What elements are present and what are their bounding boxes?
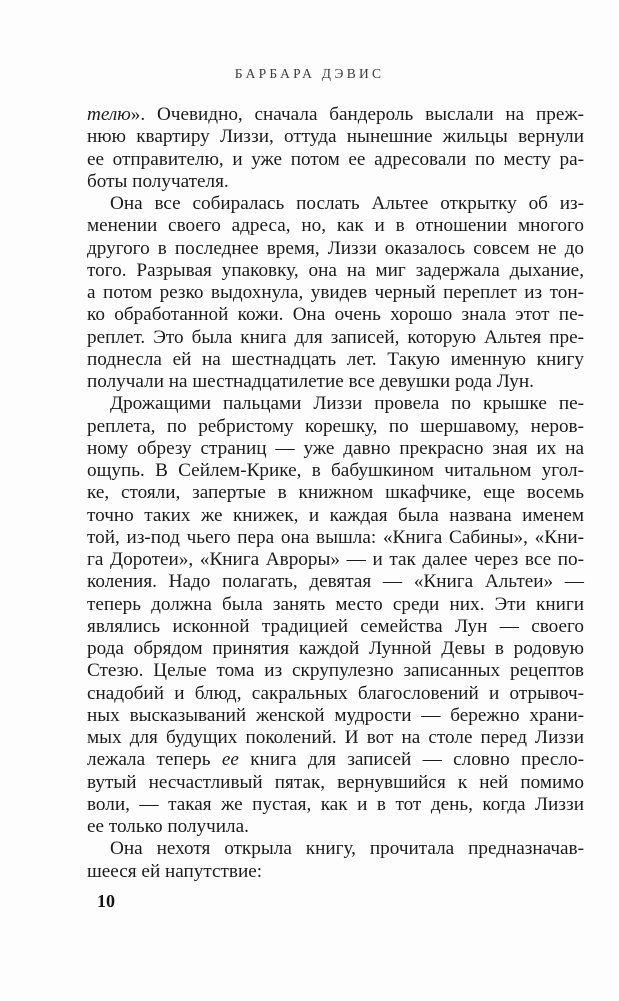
text-line <box>87 505 584 527</box>
text-segment: Она нехотя открыла книгу, прочитала предназначав- <box>110 838 584 860</box>
text-line <box>87 416 584 438</box>
text-line <box>87 460 584 482</box>
text-line <box>87 215 584 237</box>
text-line <box>87 260 584 282</box>
text-line <box>87 149 584 171</box>
text-line <box>87 126 584 148</box>
text-segment: ее отправителю, и уже потом ее адресовали по месту ра- <box>87 148 584 170</box>
text-segment: воли, — такая же пустая, как и в тот день, когда Лиззи <box>87 793 584 815</box>
text-segment: книга для записей — словно пресло- <box>238 749 584 771</box>
text-segment: Дрожащими пальцами Лиззи провела по крышке пе- <box>110 393 584 415</box>
text-segment: являлись исконной традицией семейства Лун — своего <box>87 615 584 637</box>
text-line <box>87 594 584 616</box>
text-segment: лежала теперь <box>87 749 222 771</box>
text-segment: той, из-под чьего пера она вышла: «Книга Сабины», «Кни- <box>87 526 584 548</box>
page-text-column <box>87 104 584 883</box>
text-segment: реплета, по ребристому корешку, по шершавому, неров- <box>87 415 584 437</box>
text-segment: получали на шестнадцатилетие все девушки рода Лун. <box>87 371 534 392</box>
text-segment: ее только получила. <box>87 816 249 837</box>
text-line <box>87 349 584 371</box>
text-segment: шееся ей напутствие: <box>87 860 263 882</box>
text-segment: теперь должна была занять место среди них. Эти книги <box>87 593 584 615</box>
text-segment: точно таких же книжек, и каждая была названа именем <box>87 504 584 526</box>
text-line <box>87 238 584 260</box>
text-segment: нюю квартиру Лиззи, оттуда нынешние жильцы вернули <box>87 126 584 148</box>
text-segment: ». Очевидно, сначала бандероль выслали на преж- <box>130 104 584 125</box>
text-segment: ных высказываний женской мудрости — бережно храни- <box>87 704 584 726</box>
text-line <box>87 482 584 504</box>
text-segment: ке, стояли, запертые в книжном шкафчике, еще восемь <box>87 482 584 504</box>
text-line <box>87 772 584 794</box>
text-segment: реплет. Это была книга для записей, которую Альтея пре- <box>87 326 584 348</box>
text-line <box>87 171 584 193</box>
text-line <box>87 683 584 705</box>
text-line <box>87 527 584 549</box>
text-line <box>87 282 584 304</box>
text-line <box>87 393 584 415</box>
text-segment: рода обрядом принятия каждой Лунной Девы в родовую <box>87 638 584 659</box>
text-segment: мых для будущих поколений. И вот на столе перед Лиззи <box>87 727 584 748</box>
text-line <box>87 193 584 215</box>
text-segment: вутый несчастливый пятак, вернувшийся к ней помимо <box>87 771 584 793</box>
text-line <box>87 571 584 593</box>
text-line <box>87 660 584 682</box>
text-line <box>87 549 584 571</box>
text-line <box>87 749 584 771</box>
italic-text-segment: ее <box>221 749 239 771</box>
text-segment: а потом резко выдохнула, увидев черный переплет из тон- <box>87 282 584 303</box>
text-line <box>87 794 584 816</box>
text-segment: другого в последнее время, Лиззи оказалось совсем не до <box>87 237 584 259</box>
text-line <box>87 371 584 393</box>
text-segment: ному обрезу страниц — уже давно прекрасно зная их на <box>87 437 584 459</box>
text-line <box>87 438 584 460</box>
running-header: БАРБАРА ДЭВИС <box>234 66 385 81</box>
text-segment: Стезю. Целые тома из скрупулезно записанных рецептов <box>87 660 584 682</box>
text-line <box>87 727 584 749</box>
text-segment: того. Разрывая упаковку, она на миг задержала дыхание, <box>87 259 584 281</box>
text-segment: ощупь. В Сейлем-Крике, в бабушкином читальном угол- <box>87 460 584 481</box>
text-line <box>87 816 584 838</box>
text-segment: менении своего адреса, но, как и в отношении многого <box>87 215 584 237</box>
text-segment: снадобий и блюд, сакральных благословений и отрывоч- <box>87 682 584 704</box>
page-number: 10 <box>97 891 115 911</box>
text-line <box>87 304 584 326</box>
text-segment: ко обработанной кожи. Она очень хорошо знала этот пе- <box>87 304 584 326</box>
text-segment: га Доротеи», «Книга Авроры» — и так далее через все по- <box>87 549 584 570</box>
text-line <box>87 861 584 883</box>
text-segment: Она все собиралась послать Альтее открытку об из- <box>110 193 584 214</box>
text-line <box>87 104 584 126</box>
italic-text-segment: телю <box>87 104 131 125</box>
text-line <box>87 616 584 638</box>
text-line <box>87 705 584 727</box>
text-segment: поднесла ей на шестнадцать лет. Такую именную книгу <box>87 348 584 370</box>
text-line <box>87 638 584 660</box>
text-segment: коления. Надо полагать, девятая — «Книга Альтеи» — <box>87 571 584 593</box>
text-segment: боты получателя. <box>87 170 229 192</box>
text-line <box>87 838 584 860</box>
text-line <box>87 327 584 349</box>
